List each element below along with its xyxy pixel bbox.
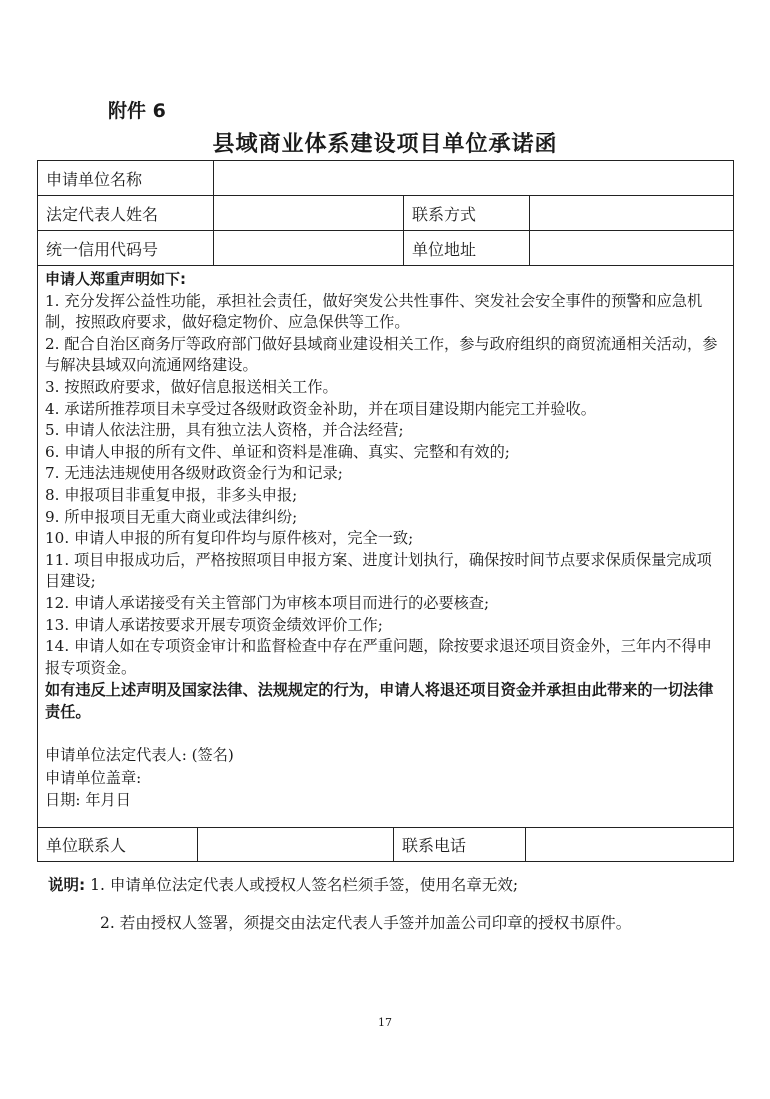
contact-person-field[interactable]	[198, 828, 394, 861]
legal-rep-field[interactable]	[214, 196, 404, 230]
credit-code-row	[38, 231, 733, 266]
declaration-section	[38, 266, 733, 828]
contact-person-label: 单位联系人	[38, 828, 198, 861]
signature-line: 申请单位法定代表人: (签名)	[45, 746, 234, 765]
date-line: 日期: 年月日	[45, 791, 131, 810]
declaration-item: 2. 配合自治区商务厅等政府部门做好县域商业建设相关工作，参与政府组织的商贸流通相关活动，参与解决县域双向流通网络建设。	[45, 334, 718, 375]
seal-line: 申请单位盖章:	[45, 768, 142, 787]
note-2: 2. 若由授权人签署，须提交由法定代表人手签并加盖公司印章的授权书原件。	[100, 914, 632, 932]
applicant-name-label: 申请单位名称	[38, 161, 214, 195]
note-1: 1. 申请单位法定代表人或授权人签名栏须手签，使用名章无效;	[90, 876, 519, 894]
declaration-item: 1. 充分发挥公益性功能，承担社会责任，做好突发公共性事件、突发社会安全事件的预警和应急机制，按照政府要求，做好稳定物价、应急保供等工作。	[45, 291, 703, 332]
legal-rep-label: 法定代表人姓名	[38, 196, 214, 230]
declaration-warning: 如有违反上述声明及国家法律、法规规定的行为，申请人将退还项目资金并承担由此带来的一切法律责任。	[45, 681, 714, 721]
declaration-heading: 申请人郑重声明如下:	[45, 270, 186, 288]
page-number: 17	[378, 1016, 392, 1029]
applicant-name-row	[38, 161, 733, 196]
phone-label: 联系电话	[394, 828, 526, 861]
declaration-item: 13. 申请人承诺按要求开展专项资金绩效评价工作;	[45, 615, 383, 634]
declaration-item: 10. 申请人申报的所有复印件均与原件核对，完全一致;	[45, 529, 414, 548]
contact-person-row	[38, 828, 733, 861]
declaration-item: 11. 项目申报成功后，严格按照项目申报方案、进度计划执行，确保按时间节点要求保质保量完成项目建设;	[45, 550, 712, 591]
phone-field[interactable]	[526, 828, 733, 861]
declaration-item: 9. 所申报项目无重大商业或法律纠纷;	[45, 507, 298, 526]
contact-label: 联系方式	[404, 196, 530, 230]
declaration-item: 4. 承诺所推荐项目未享受过各级财政资金补助，并在项目建设期内能完工并验收。	[45, 399, 596, 418]
declaration-item: 6. 申请人申报的所有文件、单证和资料是准确、真实、完整和有效的;	[45, 442, 510, 461]
declaration-item: 8. 申报项目非重复申报，非多头申报;	[45, 485, 298, 504]
signature-block	[45, 744, 727, 812]
declaration-item: 5. 申请人依法注册，具有独立法人资格，并合法经营;	[45, 421, 404, 440]
attachment-label: 附件 6	[108, 100, 166, 122]
commitment-form	[37, 160, 734, 862]
declaration-item: 3. 按照政府要求，做好信息报送相关工作。	[45, 377, 338, 396]
note-line-1	[48, 873, 518, 895]
declaration-item: 14. 申请人如在专项资金审计和监督检查中存在严重问题，除按要求退还项目资金外，三年内不得申报专项资金。	[45, 637, 712, 677]
address-field[interactable]	[530, 231, 733, 265]
declaration-item: 12. 申请人承诺接受有关主管部门为审核本项目而进行的必要核查;	[45, 593, 490, 612]
applicant-name-field[interactable]	[214, 161, 733, 195]
address-label: 单位地址	[404, 231, 530, 265]
contact-field[interactable]	[530, 196, 733, 230]
credit-code-field[interactable]	[214, 231, 404, 265]
document-title: 县域商业体系建设项目单位承诺函	[212, 132, 558, 157]
credit-code-label: 统一信用代码号	[38, 231, 214, 265]
legal-rep-row	[38, 196, 733, 231]
notes-label: 说明:	[48, 876, 86, 894]
declaration-item: 7. 无违法违规使用各级财政资金行为和记录;	[45, 464, 343, 483]
